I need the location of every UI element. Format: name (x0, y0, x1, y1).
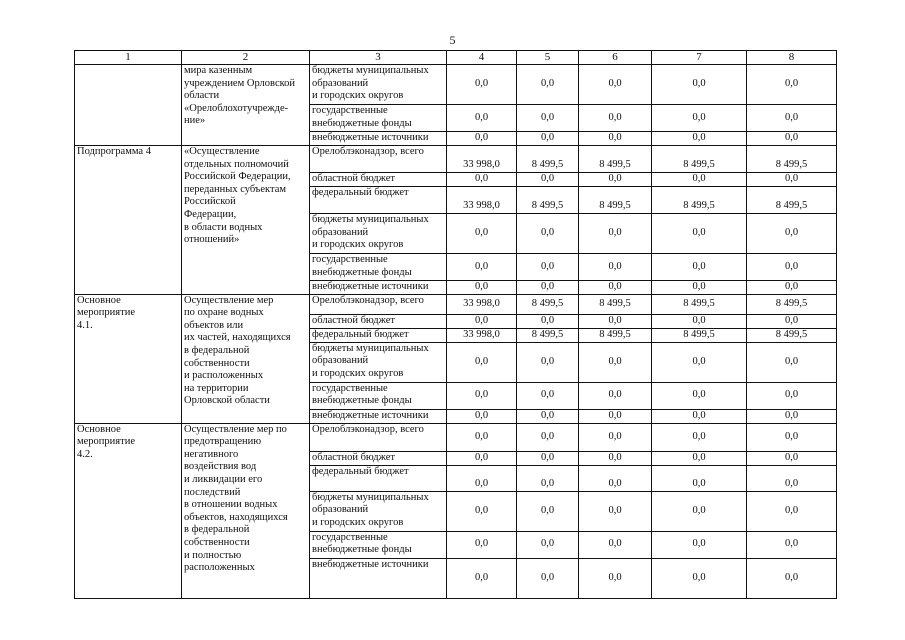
amount-cell: 0,0 (447, 423, 517, 451)
amount-cell: 0,0 (652, 173, 747, 187)
amount-cell: 0,0 (747, 531, 837, 558)
amount-cell: 0,0 (447, 314, 517, 328)
amount-cell: 8 499,5 (652, 328, 747, 342)
amount-cell: 8 499,5 (517, 187, 579, 214)
amount-cell: 33 998,0 (447, 328, 517, 342)
amount-cell: 0,0 (652, 65, 747, 105)
amount-cell: 0,0 (517, 465, 579, 491)
amount-cell: 0,0 (747, 409, 837, 423)
amount-cell: 0,0 (447, 173, 517, 187)
funding-source-cell: внебюджетные источники (310, 558, 447, 598)
amount-cell: 0,0 (579, 214, 652, 254)
amount-cell: 0,0 (579, 423, 652, 451)
funding-source-cell: внебюджетные источники (310, 132, 447, 146)
amount-cell: 0,0 (447, 105, 517, 132)
program-description-cell: Осуществление мер по предотвращению негативного воздействия вод и ликвидации его последствий в отношении водных объектов, находящихся в федеральной собственности и полностью расположенных (182, 423, 310, 598)
table-row (75, 423, 837, 451)
header-cell: 3 (310, 51, 447, 65)
amount-cell: 33 998,0 (447, 187, 517, 214)
amount-cell: 8 499,5 (579, 146, 652, 173)
amount-cell: 0,0 (747, 558, 837, 598)
amount-cell: 0,0 (579, 314, 652, 328)
amount-cell: 0,0 (447, 491, 517, 531)
amount-cell: 0,0 (517, 132, 579, 146)
budget-table (74, 50, 837, 599)
amount-cell: 0,0 (747, 132, 837, 146)
amount-cell: 0,0 (652, 382, 747, 409)
amount-cell: 8 499,5 (517, 146, 579, 173)
amount-cell: 0,0 (447, 281, 517, 295)
amount-cell: 0,0 (652, 451, 747, 465)
amount-cell: 0,0 (652, 214, 747, 254)
amount-cell: 0,0 (579, 531, 652, 558)
funding-source-cell: бюджеты муниципальных образований и городских округов (310, 65, 447, 105)
funding-source-cell: государственные внебюджетные фонды (310, 105, 447, 132)
funding-source-cell: бюджеты муниципальных образований и городских округов (310, 214, 447, 254)
amount-cell: 0,0 (652, 409, 747, 423)
amount-cell: 8 499,5 (579, 328, 652, 342)
funding-source-cell: государственные внебюджетные фонды (310, 531, 447, 558)
amount-cell: 0,0 (747, 254, 837, 281)
amount-cell: 0,0 (579, 105, 652, 132)
amount-cell: 0,0 (579, 132, 652, 146)
amount-cell: 0,0 (517, 214, 579, 254)
header-cell: 1 (75, 51, 182, 65)
amount-cell: 0,0 (747, 423, 837, 451)
funding-source-cell: федеральный бюджет (310, 187, 447, 214)
amount-cell: 0,0 (517, 531, 579, 558)
amount-cell: 8 499,5 (747, 294, 837, 314)
amount-cell: 8 499,5 (517, 294, 579, 314)
amount-cell: 0,0 (579, 173, 652, 187)
amount-cell: 0,0 (517, 491, 579, 531)
funding-source-cell: государственные внебюджетные фонды (310, 254, 447, 281)
amount-cell: 0,0 (747, 342, 837, 382)
funding-source-cell: федеральный бюджет (310, 465, 447, 491)
amount-cell: 0,0 (747, 491, 837, 531)
amount-cell: 0,0 (447, 451, 517, 465)
funding-source-cell: внебюджетные источники (310, 281, 447, 295)
amount-cell: 8 499,5 (747, 328, 837, 342)
header-cell: 8 (747, 51, 837, 65)
amount-cell: 0,0 (652, 314, 747, 328)
amount-cell: 8 499,5 (517, 328, 579, 342)
program-description-cell: Осуществление мер по охране водных объектов или их частей, находящихся в федеральной собственности и расположенных на территории Орловской области (182, 294, 310, 423)
amount-cell: 33 998,0 (447, 294, 517, 314)
amount-cell: 0,0 (579, 558, 652, 598)
amount-cell: 0,0 (579, 254, 652, 281)
amount-cell: 8 499,5 (652, 146, 747, 173)
funding-source-cell: областной бюджет (310, 314, 447, 328)
amount-cell: 0,0 (652, 132, 747, 146)
amount-cell: 0,0 (517, 314, 579, 328)
funding-source-cell: внебюджетные источники (310, 409, 447, 423)
amount-cell: 0,0 (747, 465, 837, 491)
amount-cell: 0,0 (447, 342, 517, 382)
program-name-cell: Основное мероприятие 4.1. (75, 294, 182, 423)
amount-cell: 0,0 (447, 558, 517, 598)
amount-cell: 8 499,5 (652, 187, 747, 214)
page-number: 5 (449, 33, 456, 47)
amount-cell: 8 499,5 (579, 294, 652, 314)
amount-cell: 0,0 (747, 314, 837, 328)
funding-source-cell: Орелоблэконадзор, всего (310, 146, 447, 173)
amount-cell: 0,0 (579, 451, 652, 465)
amount-cell: 0,0 (517, 342, 579, 382)
budget-table-body (75, 51, 837, 599)
amount-cell: 0,0 (517, 409, 579, 423)
amount-cell: 0,0 (579, 281, 652, 295)
header-cell: 5 (517, 51, 579, 65)
amount-cell: 8 499,5 (579, 187, 652, 214)
program-name-cell: Подпрограмма 4 (75, 146, 182, 295)
amount-cell: 0,0 (652, 423, 747, 451)
amount-cell: 0,0 (652, 491, 747, 531)
program-name-cell: Основное мероприятие 4.2. (75, 423, 182, 598)
amount-cell: 0,0 (652, 342, 747, 382)
amount-cell: 0,0 (517, 254, 579, 281)
amount-cell: 0,0 (579, 65, 652, 105)
amount-cell: 0,0 (652, 531, 747, 558)
header-cell: 2 (182, 51, 310, 65)
funding-source-cell: государственные внебюджетные фонды (310, 382, 447, 409)
header-cell: 4 (447, 51, 517, 65)
amount-cell: 0,0 (447, 132, 517, 146)
amount-cell: 0,0 (517, 65, 579, 105)
funding-source-cell: бюджеты муниципальных образований и городских округов (310, 491, 447, 531)
amount-cell: 0,0 (747, 214, 837, 254)
amount-cell: 0,0 (517, 423, 579, 451)
program-description-cell: мира казенным учреждением Орловской области «Орелоблохотучрежде- ние» (182, 65, 310, 146)
funding-source-cell: Орелоблэконадзор, всего (310, 423, 447, 451)
amount-cell: 0,0 (447, 65, 517, 105)
amount-cell: 0,0 (747, 105, 837, 132)
table-row (75, 294, 837, 314)
amount-cell: 8 499,5 (747, 146, 837, 173)
amount-cell: 0,0 (579, 491, 652, 531)
amount-cell: 0,0 (447, 254, 517, 281)
header-cell: 6 (579, 51, 652, 65)
amount-cell: 0,0 (517, 451, 579, 465)
amount-cell: 0,0 (579, 382, 652, 409)
amount-cell: 0,0 (447, 214, 517, 254)
amount-cell: 0,0 (579, 409, 652, 423)
amount-cell: 0,0 (652, 105, 747, 132)
amount-cell: 0,0 (652, 558, 747, 598)
program-name-cell (75, 65, 182, 146)
amount-cell: 0,0 (747, 281, 837, 295)
amount-cell: 0,0 (579, 465, 652, 491)
amount-cell: 0,0 (447, 382, 517, 409)
funding-source-cell: федеральный бюджет (310, 328, 447, 342)
amount-cell: 0,0 (517, 173, 579, 187)
amount-cell: 0,0 (747, 65, 837, 105)
amount-cell: 0,0 (747, 173, 837, 187)
funding-source-cell: бюджеты муниципальных образований и городских округов (310, 342, 447, 382)
table-row (75, 65, 837, 105)
amount-cell: 0,0 (652, 465, 747, 491)
amount-cell: 33 998,0 (447, 146, 517, 173)
amount-cell: 0,0 (747, 451, 837, 465)
amount-cell: 0,0 (517, 105, 579, 132)
amount-cell: 0,0 (747, 382, 837, 409)
funding-source-cell: областной бюджет (310, 451, 447, 465)
amount-cell: 0,0 (652, 254, 747, 281)
amount-cell: 0,0 (447, 531, 517, 558)
funding-source-cell: Орелоблэконадзор, всего (310, 294, 447, 314)
amount-cell: 0,0 (517, 281, 579, 295)
amount-cell: 0,0 (517, 382, 579, 409)
amount-cell: 0,0 (517, 558, 579, 598)
header-row (75, 51, 837, 65)
header-cell: 7 (652, 51, 747, 65)
amount-cell: 0,0 (447, 465, 517, 491)
amount-cell: 8 499,5 (747, 187, 837, 214)
amount-cell: 0,0 (652, 281, 747, 295)
amount-cell: 0,0 (579, 342, 652, 382)
table-row (75, 146, 837, 173)
program-description-cell: «Осуществление отдельных полномочий Российской Федерации, переданных субъектам Российской Федерации, в области водных отношений» (182, 146, 310, 295)
amount-cell: 8 499,5 (652, 294, 747, 314)
funding-source-cell: областной бюджет (310, 173, 447, 187)
amount-cell: 0,0 (447, 409, 517, 423)
